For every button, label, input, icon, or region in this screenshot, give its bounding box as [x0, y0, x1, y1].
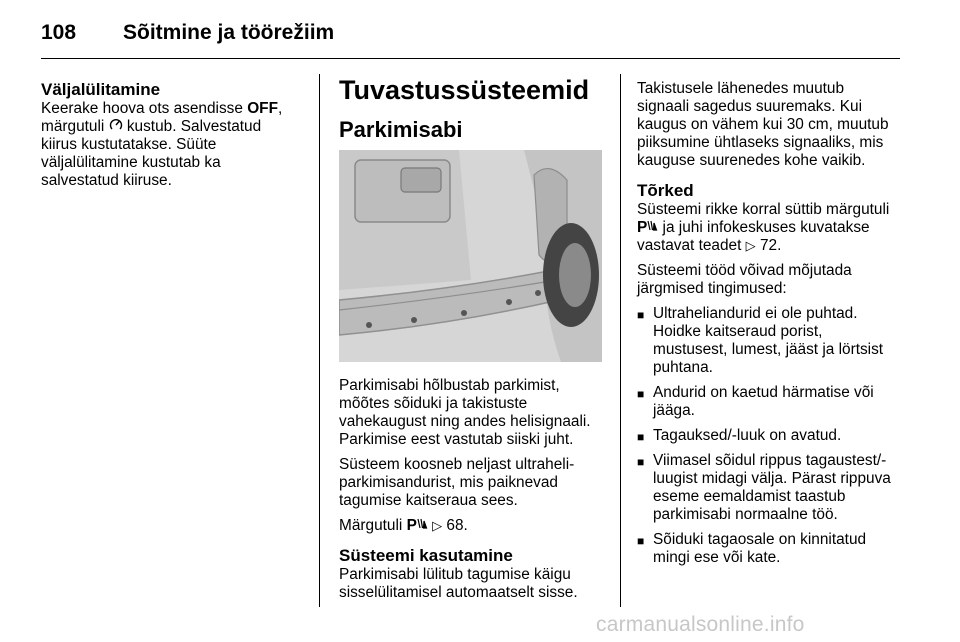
text-line: eseme eemaldamist taastub — [653, 488, 846, 505]
cruise-control-indicator-icon — [109, 118, 123, 135]
text-line: parkimisandurist, mis paiknevad — [339, 474, 558, 491]
text: Keerake hoova ots asendisse — [41, 100, 248, 117]
text-line: kiirus kustutatakse. Süüte — [41, 136, 217, 153]
off-position-label: OFF — [247, 100, 278, 117]
conditions-list — [637, 305, 907, 567]
list-item — [637, 427, 907, 445]
text-line: Sõiduki tagaosale on kinnitatud — [653, 531, 867, 548]
text: 68. — [442, 517, 468, 534]
column-right — [637, 80, 907, 574]
text-line — [339, 517, 614, 535]
heading-usage: Süsteemi kasutamine — [339, 546, 513, 565]
text: märgutuli — [41, 118, 109, 135]
reference-arrow-icon: ▷ — [745, 238, 756, 253]
text-line: Tagauksed/-luuk on avatud. — [653, 427, 842, 444]
text: ja juhi infokeskuses kuvatakse — [658, 219, 870, 236]
parking-assist-indicator-icon — [407, 517, 428, 534]
text-line — [637, 237, 907, 255]
text-line: järgmised tingimused: — [637, 280, 787, 297]
column-middle — [339, 74, 614, 143]
column-divider-left — [319, 74, 320, 607]
text-line: kauguse suurenedes kohe vaikib. — [637, 152, 866, 169]
text-line: Andurid on kaetud härmatise või — [653, 384, 874, 401]
text-line: Ultraheliandurid ei ole puhtad. — [653, 305, 858, 322]
list-item — [637, 531, 907, 567]
bullet-icon: ■ — [637, 455, 645, 469]
text-line: mõõtes sõiduki ja takistuste — [339, 395, 528, 412]
text-line: mustusest, lumest, jääst ja lörtsist — [653, 341, 884, 358]
paragraph — [339, 517, 614, 535]
text: kustub. Salvestatud — [122, 118, 262, 135]
column-divider-right — [620, 74, 621, 607]
text-line: Takistusele lähenedes muutub — [637, 80, 845, 97]
text: Märgutuli — [339, 517, 407, 534]
column-left — [41, 80, 311, 190]
text-line — [41, 118, 311, 136]
bullet-icon: ■ — [637, 534, 645, 548]
text-line: Parkimisabi lülitub tagumise käigu — [339, 566, 571, 583]
paragraph — [637, 201, 907, 255]
text: vastavat teadet — [637, 237, 746, 254]
text-line: Hoidke kaitseraud porist, — [653, 323, 823, 340]
main-heading: Tuvastussüsteemid — [339, 75, 590, 105]
text-line: Süsteemi rikke korral süttib märgutuli — [637, 201, 890, 218]
text-line: piiksumine ühtlaseks signaaliks, mis — [637, 134, 884, 151]
text-line: mingi ese või kate. — [653, 549, 781, 566]
bullet-icon: ■ — [637, 430, 645, 444]
parking-assist-indicator-icon — [637, 219, 658, 236]
list-item — [637, 452, 907, 524]
text-line — [637, 219, 907, 237]
page-number: 108 — [41, 21, 77, 44]
heading-switch-off: Väljalülitamine — [41, 80, 161, 99]
paragraph — [637, 80, 907, 170]
text-line: vahekaugust ning andes helisignaali. — [339, 413, 591, 430]
paragraph — [637, 262, 907, 298]
text-line: kaugus on vähem kui 30 cm, muutub — [637, 116, 889, 133]
paragraph — [339, 377, 614, 449]
text-line: puhtana. — [653, 359, 713, 376]
bullet-icon: ■ — [637, 308, 645, 322]
rear-bumper-parking-sensors-image — [339, 150, 602, 362]
bullet-icon: ■ — [637, 387, 645, 401]
parking-symbol-letter: P — [637, 219, 648, 236]
text-line: Viimasel sõidul rippus tagaustest/- — [653, 452, 887, 469]
text-line: luugist midagi välja. Pärast rippuva — [653, 470, 891, 487]
text-line: jääga. — [653, 402, 695, 419]
section-title: Sõitmine ja töörežiim — [123, 21, 335, 44]
text-line: sisselülitamisel automaatselt sisse. — [339, 584, 578, 601]
text-line: signaali sagedus suuremaks. Kui — [637, 98, 862, 115]
list-item — [637, 305, 907, 377]
text-line: Süsteem koosneb neljast ultraheli- — [339, 456, 575, 473]
heading-faults: Tõrked — [637, 181, 694, 200]
header-rule — [41, 58, 900, 59]
text-line: salvestatud kiiruse. — [41, 172, 172, 189]
text-line — [41, 100, 311, 118]
text-line: Parkimisabi hõlbustab parkimist, — [339, 377, 560, 394]
sub-heading: Parkimisabi — [339, 117, 463, 142]
text-line: Süsteemi tööd võivad mõjutada — [637, 262, 852, 279]
text: , — [277, 100, 283, 117]
watermark: carmanualsonline.info — [596, 613, 805, 636]
parking-symbol-letter: P — [406, 517, 417, 534]
paragraph — [339, 456, 614, 510]
text-line: Parkimise eest vastutab siiski juht. — [339, 431, 574, 448]
text: 72. — [755, 237, 782, 254]
reference-arrow-icon: ▷ — [432, 518, 443, 533]
column-middle-text — [339, 377, 614, 602]
text-line: tagumise kaitseraua sees. — [339, 492, 518, 509]
list-item — [637, 384, 907, 420]
text-line: väljalülitamine kustutab ka — [41, 154, 221, 171]
text-line: parkimisabi normaalne töö. — [653, 506, 838, 523]
